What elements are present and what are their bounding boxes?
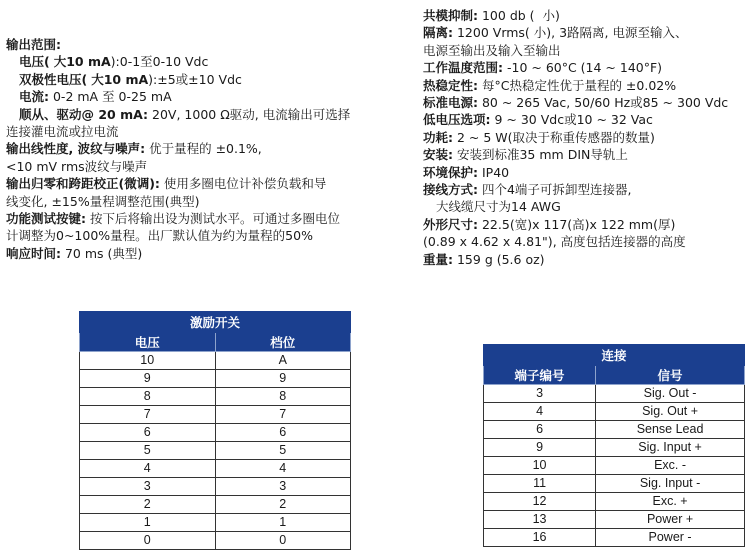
connection-table: [483, 344, 745, 547]
voltage-spec: 电压( 大10 mA):0-1至0-10 Vdc: [19, 54, 209, 70]
dimensions-spec-cont: (0.89 x 4.62 x 4.81"), 高度包括连接器的高度: [423, 234, 686, 250]
table-cell: Sig. Input -: [596, 475, 745, 493]
table-cell: 1: [215, 514, 351, 532]
table-row: [484, 439, 745, 457]
zero-span-spec-cont: 线变化, ±15%量程调整范围(典型): [6, 193, 200, 209]
table-cell: Power +: [596, 511, 745, 529]
connection-header-terminal: 端子编号: [484, 366, 596, 385]
table-cell: 8: [215, 388, 351, 406]
excitation-switch-table: [79, 311, 351, 550]
table-cell: 0: [80, 532, 216, 550]
table-cell: 9: [80, 370, 216, 388]
table-cell: 16: [484, 529, 596, 547]
weight-spec: 重量: 159 g (5.6 oz): [423, 251, 545, 267]
test-button-spec: 功能测试按键: 按下后将输出设为测试水平。可通过多圈电位: [6, 211, 340, 227]
table-cell: 2: [80, 496, 216, 514]
table-row: [484, 421, 745, 439]
table-cell: A: [215, 352, 351, 370]
table-row: [80, 532, 351, 550]
table-cell: 9: [484, 439, 596, 457]
sink-source-spec: 顺从、驱动@ 20 mA: 20V, 1000 Ω驱动, 电流输出可选择: [19, 106, 351, 122]
table-cell: Sig. Out -: [596, 385, 745, 403]
table-cell: 3: [80, 478, 216, 496]
table-row: [484, 511, 745, 529]
table-row: [80, 496, 351, 514]
test-button-spec-cont: 计调整为0~100%量程。出厂默认值为约为量程的50%: [6, 228, 313, 244]
output-range-title: 输出范围:: [6, 37, 61, 52]
table-cell: 7: [80, 406, 216, 424]
table-row: [80, 478, 351, 496]
table-row: [484, 457, 745, 475]
excitation-table-title: 激励开关: [80, 312, 351, 333]
sink-source-spec-cont: 连接灌电流或拉电流: [6, 124, 119, 140]
excitation-header-position: 档位: [215, 333, 351, 352]
table-row: [80, 460, 351, 478]
wiring-spec-cont: 大线缆尺寸为14 AWG: [436, 199, 561, 215]
table-row: [484, 493, 745, 511]
left-spec-column: [6, 36, 422, 262]
table-row: [80, 514, 351, 532]
table-cell: 6: [484, 421, 596, 439]
table-row: [80, 352, 351, 370]
table-cell: 5: [215, 442, 351, 460]
cmr-spec: 共模抑制: 100 db ( 小): [423, 8, 560, 23]
table-cell: 4: [80, 460, 216, 478]
environment-spec: 环境保护: IP40: [423, 164, 510, 180]
table-cell: 3: [484, 385, 596, 403]
table-row: [80, 370, 351, 388]
table-cell: 4: [484, 403, 596, 421]
table-cell: 10: [80, 352, 216, 370]
table-cell: 13: [484, 511, 596, 529]
consumption-spec: 功耗: 2 ~ 5 W(取决于称重传感器的数量): [423, 129, 655, 145]
table-cell: 6: [215, 424, 351, 442]
wiring-spec: 接线方式: 四个4端子可拆卸型连接器,: [423, 182, 632, 198]
right-spec-column: [423, 7, 748, 268]
power-spec: 标准电源: 80 ~ 265 Vac, 50/60 Hz或85 ~ 300 Vdc: [423, 95, 729, 111]
table-cell: Power -: [596, 529, 745, 547]
table-cell: 4: [215, 460, 351, 478]
table-cell: Exc. -: [596, 457, 745, 475]
table-row: [484, 385, 745, 403]
table-row: [80, 442, 351, 460]
table-cell: 11: [484, 475, 596, 493]
table-row: [80, 388, 351, 406]
table-cell: 10: [484, 457, 596, 475]
connection-header-signal: 信号: [596, 366, 745, 385]
table-row: [484, 475, 745, 493]
table-cell: 6: [80, 424, 216, 442]
excitation-header-voltage: 电压: [80, 333, 216, 352]
table-cell: 8: [80, 388, 216, 406]
linearity-spec-cont: <10 mV rms波纹与噪声: [6, 158, 148, 174]
connection-table-body: [484, 385, 745, 547]
temperature-spec: 工作温度范围: -10 ~ 60°C (14 ~ 140°F): [423, 60, 663, 76]
table-row: [80, 406, 351, 424]
table-cell: 2: [215, 496, 351, 514]
low-voltage-spec: 低电压选项: 9 ~ 30 Vdc或10 ~ 32 Vac: [423, 112, 653, 128]
stability-spec: 热稳定性: 每°C热稳定性优于量程的 ±0.02%: [423, 77, 677, 93]
table-cell: 1: [80, 514, 216, 532]
table-cell: Sense Lead: [596, 421, 745, 439]
isolation-spec-cont: 电源至输出及输入至输出: [423, 42, 561, 58]
connection-table-title: 连接: [484, 345, 745, 366]
current-spec: 电流: 0-2 mA 至 0-25 mA: [19, 89, 172, 105]
table-row: [484, 403, 745, 421]
response-time-spec: 响应时间: 70 ms (典型): [6, 245, 143, 261]
bipolar-voltage-spec: 双极性电压( 大10 mA):±5或±10 Vdc: [19, 71, 242, 87]
table-cell: 3: [215, 478, 351, 496]
table-cell: Sig. Input +: [596, 439, 745, 457]
linearity-spec: 输出线性度, 波纹与噪声: 优于量程的 ±0.1%,: [6, 141, 262, 157]
table-cell: 12: [484, 493, 596, 511]
table-cell: Sig. Out +: [596, 403, 745, 421]
table-cell: 5: [80, 442, 216, 460]
excitation-table-body: [80, 352, 351, 550]
table-cell: 9: [215, 370, 351, 388]
table-row: [484, 529, 745, 547]
isolation-spec: 隔离: 1200 Vrms( 小), 3路隔离, 电源至输入、: [423, 25, 688, 41]
table-row: [80, 424, 351, 442]
dimensions-spec: 外形尺寸: 22.5(宽)x 117(高)x 122 mm(厚): [423, 216, 676, 232]
zero-span-spec: 输出归零和跨距校正(微调): 使用多圈电位计补偿负载和导: [6, 176, 327, 192]
table-cell: 0: [215, 532, 351, 550]
mounting-spec: 安装: 安装到标准35 mm DIN导轨上: [423, 147, 628, 163]
table-cell: Exc. +: [596, 493, 745, 511]
table-cell: 7: [215, 406, 351, 424]
